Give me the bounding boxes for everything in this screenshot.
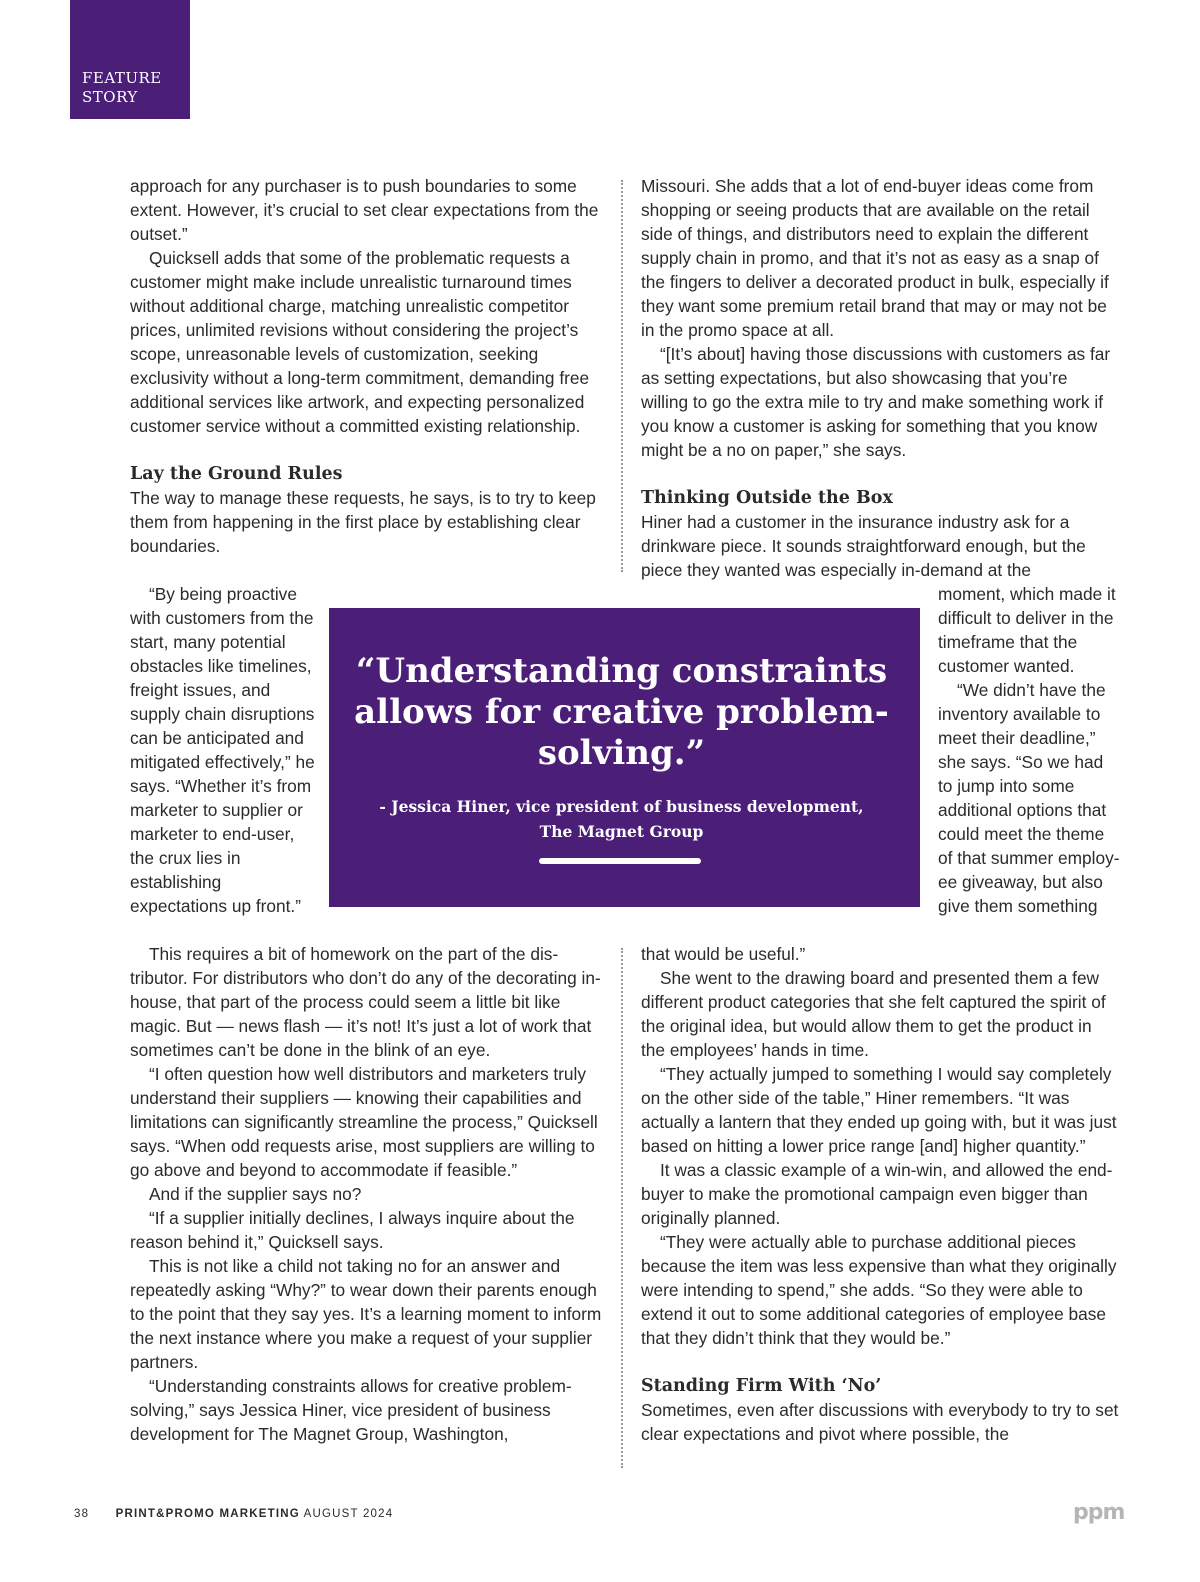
- pull-quote-attribution: [349, 794, 894, 844]
- paragraph: “We didn’t have the inventory available to meet their deadline,” she says. “So we had to jump into some additional options that could meet the theme of that summer employee giveaway, but also give them something: [938, 680, 1120, 916]
- left-column-bottom: [130, 942, 610, 1446]
- paragraph: This requires a bit of homework on the part of the distributor. For distributors who don’t do any of the decorating in-house, that part of the process could seem a little bit like magic. But — news flash — it’s not! It’s just a lot of work that sometimes can’t be done in the blink of an eye.: [130, 944, 601, 1060]
- paragraph: Sometimes, even after discussions with everybody to try to set clear expectations and pivot where possible, the: [641, 1400, 1119, 1444]
- paragraph: “They were actually able to purchase additional pieces because the item was less expensive than what they originally were intending to spend,” she adds. “So they were able to extend it out to some additional categories of employee base that they didn’t think that they would be.”: [641, 1232, 1117, 1348]
- paragraph: She went to the drawing board and presented them a few different product categories that she felt captured the spirit of the original idea, but would allow them to get the product in the employees’ hands in time.: [641, 968, 1106, 1060]
- paragraph: approach for any purchaser is to push boundaries to some extent. However, it’s crucial to set clear expectations from the outset.”: [130, 176, 599, 244]
- pull-quote-box: [329, 608, 920, 907]
- page-number: 38: [74, 1508, 90, 1520]
- right-wrap-text: [938, 582, 1120, 918]
- section-label-line2: STORY: [82, 88, 138, 106]
- feature-story-tab: [70, 0, 190, 119]
- attribution-line1: - Jessica Hiner, vice president of business development,: [379, 797, 864, 816]
- ppm-logo: ppm: [1073, 1500, 1125, 1525]
- section-heading: Lay the Ground Rules: [130, 464, 343, 484]
- paragraph: “They actually jumped to something I would say completely on the other side of the table,” Hiner remembers. “It was actually a lantern that they ended up going with, but it was just based on hitting a lower price range [and] higher quantity.”: [641, 1064, 1117, 1156]
- section-label-line1: FEATURE: [82, 69, 162, 87]
- pull-quote-rule: [539, 858, 701, 864]
- left-column-top: [130, 174, 610, 558]
- paragraph: And if the supplier says no?: [149, 1184, 362, 1204]
- paragraph: “If a supplier initially declines, I always inquire about the reason behind it,” Quicksell says.: [130, 1208, 575, 1252]
- left-wrap-text: [130, 582, 315, 918]
- paragraph: “Understanding constraints allows for creative problem-solving,” says Jessica Hiner, vice president of business development for The Magnet Group, Washington,: [130, 1376, 572, 1444]
- paragraph: Missouri. She adds that a lot of end-buyer ideas come from shopping or seeing products that are available on the retail side of things, and distributors need to explain the different supply chain in promo, and that it’s not as easy as a snap of the fingers to deliver a decorated product in bulk, especially if they want some premium retail brand that may or may not be in the promo space at all.: [641, 176, 1109, 340]
- attribution-line2: The Magnet Group: [539, 822, 704, 841]
- paragraph: “[It’s about] having those discussions with customers as far as setting expectations, but also showcasing that you’re willing to go the extra mile to try and make something work if you know a customer is asking for something that you know might be a no on paper,” she says.: [641, 344, 1111, 460]
- section-heading: Thinking Outside the Box: [641, 488, 893, 508]
- paragraph: “I often question how well distributors and marketers truly understand their suppliers — knowing their capabilities and limitations can significantly streamline the process,” Quicksell says. “When odd requests arise, most suppliers are willing to go above and beyond to accommodate if feasible.”: [130, 1064, 598, 1180]
- paragraph: This is not like a child not taking no for an answer and repeatedly asking “Why?” to wear down their parents enough to the point that they say yes. It’s a learning moment to inform the next instance where you make a request of your supplier partners.: [130, 1256, 602, 1372]
- paragraph: moment, which made it difficult to deliver in the timeframe that the customer wanted.: [938, 584, 1116, 676]
- paragraph: Hiner had a customer in the insurance industry ask for a drinkware piece. It sounds straightforward enough, but the piece they wanted was especially in-demand at the: [641, 512, 1086, 580]
- page-footer: [74, 1508, 393, 1526]
- paragraph: The way to manage these requests, he says, is to try to keep them from happening in the first place by establishing clear boundaries.: [130, 488, 596, 556]
- issue-date: AUGUST 2024: [303, 1508, 394, 1520]
- paragraph: “By being proactive with customers from the start, many potential obstacles like timelines, freight issues, and supply chain disruptions can be anticipated and mitigated effectively,” he says. “Whether it’s from marketer to supplier or marketer to end-user, the crux lies in establishing expectations up front.”: [130, 584, 315, 916]
- pull-quote-text: “Understanding constraints allows for creative problem-solving.”: [354, 651, 889, 773]
- column-divider-bottom: [621, 948, 623, 1468]
- paragraph: Quicksell adds that some of the problematic requests a customer might make include unrealistic turnaround times without additional charge, matching unrealistic competitor prices, unlimited revisions without considering the project’s scope, unreasonable levels of customization, seeking exclusivity without a long-term commitment, demanding free additional services like artwork, and expecting personalized customer service without a committed existing relationship.: [130, 248, 590, 436]
- right-column-top: [641, 174, 1119, 582]
- section-heading: Standing Firm With ‘No’: [641, 1376, 882, 1396]
- right-column-bottom: [641, 942, 1119, 1446]
- paragraph: It was a classic example of a win-win, and allowed the end-buyer to make the promotional campaign even bigger than originally planned.: [641, 1160, 1113, 1228]
- paragraph: that would be useful.”: [641, 944, 806, 964]
- column-divider-top: [621, 180, 623, 572]
- magazine-name: PRINT&PROMO MARKETING: [115, 1508, 300, 1520]
